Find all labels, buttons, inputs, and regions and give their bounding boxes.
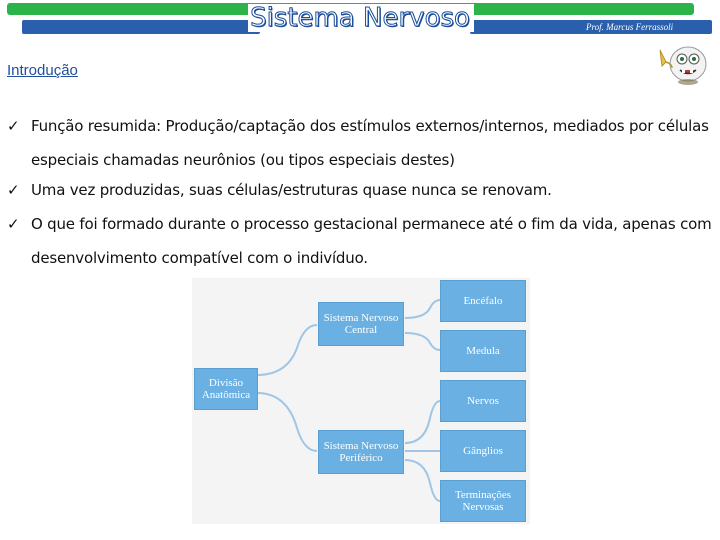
node-encefalo: Encéfalo (440, 280, 526, 322)
bullet-text: Uma vez produzidas, suas células/estruturas quase nunca se renovam. (31, 181, 552, 199)
node-root: Divisão Anatômica (194, 368, 258, 410)
mascot-icon (652, 42, 712, 87)
bullet-item-2 (7, 173, 712, 207)
header-bar-blue-left (22, 20, 260, 34)
node-terminacoes: Terminações Nervosas (440, 480, 526, 522)
check-icon: ✓ (7, 117, 20, 135)
bullet-text-continued: desenvolvimento compatível com o indivíduo. (31, 249, 368, 267)
bullet-item-3 (7, 207, 712, 275)
bullet-text: O que foi formado durante o processo gestacional permanece até o fim da vida, apenas com (31, 215, 712, 233)
section-heading: Introdução (7, 62, 78, 79)
check-icon: ✓ (7, 215, 20, 233)
bullet-item-1 (7, 109, 712, 177)
node-peripheral: Sistema Nervoso Periférico (318, 430, 404, 474)
node-medula: Medula (440, 330, 526, 372)
node-central: Sistema Nervoso Central (318, 302, 404, 346)
anatomical-division-diagram (192, 278, 530, 524)
node-ganglios: Gânglios (440, 430, 526, 472)
page-title: Sistema Nervoso (250, 3, 470, 33)
check-icon: ✓ (7, 181, 20, 199)
bullet-text-continued: especiais chamadas neurônios (ou tipos especiais destes) (31, 151, 455, 169)
bullet-text: Função resumida: Produção/captação dos estímulos externos/internos, mediados por células (31, 117, 709, 135)
node-nervos: Nervos (440, 380, 526, 422)
author-label: Prof. Marcus Ferrassoli (586, 22, 674, 32)
